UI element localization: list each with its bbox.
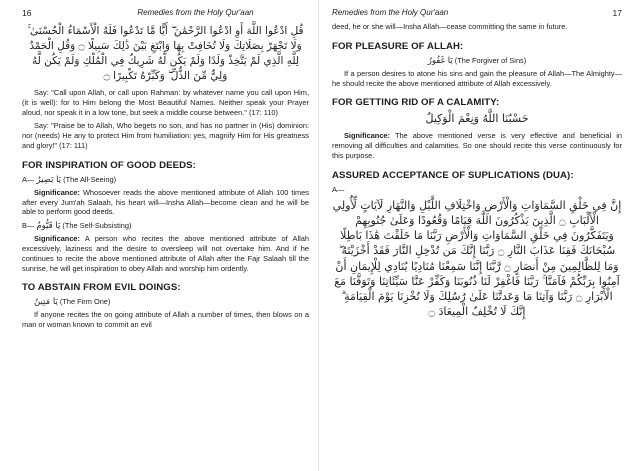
heading-calamity: FOR GETTING RID OF A CALAMITY:	[332, 97, 500, 109]
item-b-prefix: B—	[22, 221, 35, 231]
translation-17-110: Say: "Call upon Allah, or call upon Rahman: by whatever name you call upon Him, (it is well): for to Him belong the Most Beautiful Names. Neither speak your Prayer aloud, nor speak it in a low tone, but seek a middle course between." (17: 110)	[22, 88, 309, 117]
pleasure-attribute	[332, 56, 622, 66]
left-page-header	[22, 0, 309, 22]
dua-arabic-verse: إِنَّ فِي خَلْقِ السَّمَاوَاتِ وَالْأَرْضِ وَاخْتِلَافِ اللَّيْلِ وَالنَّهَارِ لَآيَاتٍ لِّأُولِي الْأَلْبَابِ ۝ الَّذِينَ يَذْكُرُونَ اللَّهَ قِيَامًا وَقُعُودًا وَعَلَىٰ جُنُوبِهِمْ وَيَتَفَكَّرُونَ فِي خَلْقِ السَّمَاوَاتِ وَالْأَرْضِ رَبَّنَا مَا خَلَقْتَ هَٰذَا بَاطِلًا سُبْحَانَكَ فَقِنَا عَذَابَ النَّارِ ۝ رَبَّنَا إِنَّكَ مَن تُدْخِلِ النَّارَ فَقَدْ أَخْزَيْتَهُ ۖ وَمَا لِلظَّالِمِينَ مِنْ أَنصَارٍ ۝ رَّبَّنَا إِنَّنَا سَمِعْنَا مُنَادِيًا يُنَادِي لِلْإِيمَانِ أَنْ آمِنُوا بِرَبِّكُمْ فَآمَنَّا ۚ رَبَّنَا فَاغْفِرْ لَنَا ذُنُوبَنَا وَكَفِّرْ عَنَّا سَيِّئَاتِنَا وَتَوَفَّنَا مَعَ الْأَبْرَارِ ۝ رَبَّنَا وَآتِنَا مَا وَعَدتَّنَا عَلَىٰ رُسُلِكَ وَلَا تُخْزِنَا يَوْمَ الْقِيَامَةِ ۗ إِنَّكَ لَا تُخْلِفُ الْمِيعَادَ ۝	[332, 198, 622, 319]
arabic-verse-17-110-111: قُلِ ادْعُوا اللَّهَ أَوِ ادْعُوا الرَّحْمَٰنَ ۖ أَيًّا مَّا تَدْعُوا فَلَهُ الْأَسْمَاءُ الْحُسْنَىٰ ۚ وَلَا تَجْهَرْ بِصَلَاتِكَ وَلَا تُخَافِتْ بِهَا وَابْتَغِ بَيْنَ ذَٰلِكَ سَبِيلًا ۝ وَقُلِ الْحَمْدُ لِلَّهِ الَّذِي لَمْ يَتَّخِذْ وَلَدًا وَلَمْ يَكُن لَّهُ شَرِيكٌ فِي الْمُلْكِ وَلَمْ يَكُن لَّهُ وَلِيٌّ مِّنَ الذُّلِّ ۖ وَكَبِّرْهُ تَكْبِيرًا ۝	[27, 25, 304, 82]
item-c-label: (The Firm One)	[59, 297, 111, 307]
calamity-significance-paragraph	[332, 131, 622, 160]
heading-dua: ASSURED ACCEPTANCE OF SUPLICATIONS (DUA):	[332, 169, 574, 181]
dua-prefix: A—	[332, 184, 345, 194]
item-a-attribute	[22, 175, 309, 185]
item-a-significance-label: Significance:	[34, 187, 80, 197]
right-page	[320, 0, 638, 471]
item-c-text: If anyone recites the on going attribute of Allah a number of times, then blows on a man or woman known to commit an evil	[22, 310, 309, 330]
calamity-significance-text: The above mentioned verse is very effective and beneficial in removing all difficulties and calamities. So one should recite this verse continuously for this purpose.	[332, 131, 623, 160]
item-b-label: (The Self-Subsisting)	[62, 221, 132, 231]
heading-evil-doings: TO ABSTAIN FROM EVIL DOINGS:	[22, 282, 181, 294]
calamity-significance-label: Significance:	[344, 131, 390, 141]
item-c-arabic: يَا مَتِينُ	[34, 297, 58, 308]
right-page-header	[332, 0, 622, 22]
right-page-number: 17	[612, 8, 622, 18]
item-a-label: (The All-Seeing)	[63, 174, 117, 184]
continuation-text: deed, he or she will—Insha Allah—cease committing the same in future.	[332, 22, 568, 31]
page-gutter	[318, 0, 319, 471]
calamity-arabic: حَسْبُنَا اللَّهُ وَنِعْمَ الْوَكِيلُ	[425, 112, 529, 126]
item-b-significance-label: Significance:	[34, 234, 80, 244]
item-a-significance-text: Whosoever reads the above mentioned attribute of Allah 100 times after every Jum'ah Salaah, his heart will—Insha Allah—become clean and he will be able to perform good deeds.	[22, 187, 309, 217]
item-c-attribute	[22, 297, 309, 307]
left-page	[0, 0, 318, 471]
heading-pleasure: FOR PLEASURE OF ALLAH:	[332, 40, 464, 52]
item-a-significance-paragraph	[22, 188, 309, 217]
item-a-arabic: يَا بَصِيرُ	[36, 174, 62, 185]
heading-good-deeds: FOR INSPIRATION OF GOOD DEEDS:	[22, 159, 196, 171]
item-b-significance-text: A person who recites the above mentioned attribute of Allah excessively, laziness and the desire to oversleep will not overtake him. And if he continues to recite the above mentioned attribute of Allah after the Fajr Salaah till the sunrise, he will get inspiration to obey Allah and worship him ordently.	[22, 234, 309, 273]
pleasure-label: (The Forgiver of Sins)	[454, 55, 527, 65]
pleasure-text: If a person desires to atone his sins and gain the pleasure of Allah—The Almighty—he should recite the above mentioned attribute of Allah excessively.	[332, 68, 622, 88]
translation-17-111: Say: "Praise be to Allah, Who begets no son, and has no partner in (His) dominion: nor (needs) He any to protect Him from humiliation: yes, magnify Him for His greatness and glory!" (17: 111)	[22, 121, 309, 150]
item-b-attribute	[22, 221, 309, 231]
left-running-title: Remedies from the Holy Qur'aan	[137, 8, 254, 17]
right-running-title: Remedies from the Holy Qur'aan	[332, 8, 449, 17]
pleasure-arabic: يَا غَفُورُ	[427, 55, 453, 66]
left-page-number: 16	[22, 8, 32, 18]
item-b-arabic: يَا قَيُّومُ	[36, 221, 61, 232]
item-a-prefix: A—	[22, 174, 35, 184]
item-b-significance-paragraph	[22, 234, 309, 273]
